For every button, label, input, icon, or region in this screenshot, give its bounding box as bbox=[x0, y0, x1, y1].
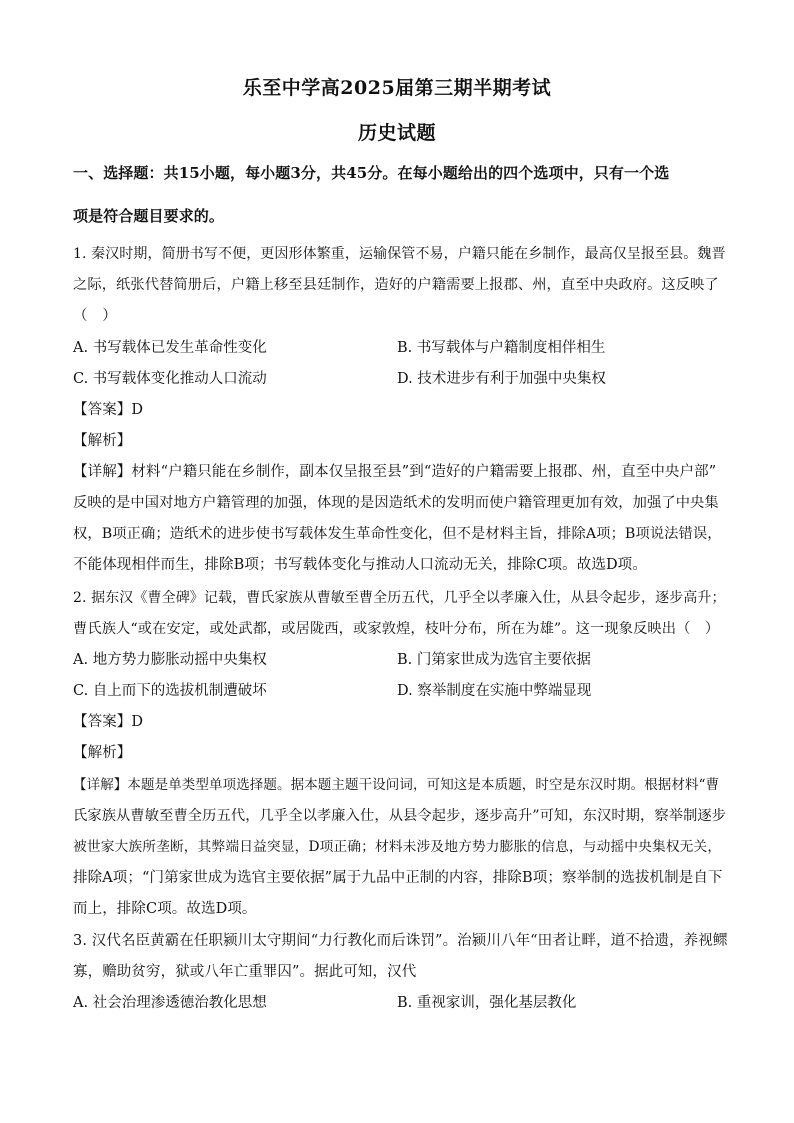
q1-stem-line: （ ） bbox=[73, 308, 117, 324]
q2-option-c: C. 自上而下的选拔机制遭破坏 bbox=[73, 683, 267, 699]
q2-option-b: B. 门第家世成为选官主要依据 bbox=[397, 652, 591, 668]
q3-option-b: B. 重视家训，强化基层教化 bbox=[397, 995, 577, 1011]
q1-detail-line: 权，B项正确；造纸术的进步使书写载体发生革命性变化，但不是材料主旨，排除A项；B项说法错误， bbox=[73, 526, 722, 542]
q2-detail-line: 【详解】本题是单类型单项选择题。据本题主题干设问词，可知这是本质题，时空是东汉时期。根据材料“曹 bbox=[73, 777, 720, 793]
q2-option-a: A. 地方势力膨胀动摇中央集权 bbox=[73, 652, 267, 668]
q2-detail-line: 排除A项；“门第家世成为选官主要依据”属于九品中正制的内容，排除B项；察举制的选拔机制是自下 bbox=[73, 870, 723, 886]
q2-detail-line: 而上，排除C项。故选D项。 bbox=[73, 901, 257, 917]
q1-detail-line: 【详解】材料“户籍只能在乡制作，副本仅呈报至县”到“造好的户籍需要上报郡、州，直至中央户部” bbox=[73, 464, 717, 480]
section-heading-line-2: 项是符合题目要求的。 bbox=[73, 207, 225, 225]
section-heading-line-1: 一、选择题：共15小题，每小题3分，共45分。在每小题给出的四个选项中，只有一个选 bbox=[73, 164, 670, 182]
q2-analysis-label: 【解析】 bbox=[73, 745, 132, 761]
q2-option-d: D. 察举制度在实施中弊端显现 bbox=[397, 683, 592, 699]
q3-stem-line: 寡，赡助贫穷，狱或八年亡重罪囚”。据此可知，汉代 bbox=[73, 964, 417, 980]
q1-option-d: D. 技术进步有利于加强中央集权 bbox=[397, 371, 606, 387]
q3-option-a: A. 社会治理渗透德治教化思想 bbox=[73, 995, 267, 1011]
q2-detail-line: 氏家族从曹敏至曹全历五代，几乎全以孝廉入仕，从县令起步，逐步高升”可知，东汉时期，察举制逐步 bbox=[73, 808, 727, 824]
q2-detail-line: 被世家大族所垄断，其弊端日益突显，D项正确；材料未涉及地方势力膨胀的信息，与动摇中央集权无关， bbox=[73, 839, 722, 855]
q1-option-a: A. 书写载体已发生革命性变化 bbox=[73, 340, 267, 356]
q1-stem-line: 之际，纸张代替简册后，户籍上移至县廷制作，造好的户籍需要上报郡、州，直至中央政府。这反映了 bbox=[73, 277, 719, 293]
q1-stem-line: 1. 秦汉时期，简册书写不便，更因形体繁重，运输保管不易，户籍只能在乡制作，最高仅呈报至县。魏晋 bbox=[73, 246, 726, 262]
q1-option-c: C. 书写载体变化推动人口流动 bbox=[73, 371, 267, 387]
q1-detail-line: 反映的是中国对地方户籍管理的加强，体现的是因造纸术的发明而使户籍管理更加有效，加强了中央集 bbox=[73, 495, 719, 511]
q2-answer: 【答案】D bbox=[73, 714, 144, 730]
q2-stem-line: 曹氏族人“或在安定，或处武都，或居陇西，或家敦煌，枝叶分布，所在为雄”。这一现象反映出（ ） bbox=[73, 621, 720, 637]
q1-answer: 【答案】D bbox=[73, 402, 144, 418]
q1-option-b: B. 书写载体与户籍制度相伴相生 bbox=[397, 340, 606, 356]
q1-detail-line: 不能体现相伴而生，排除B项；书写载体变化与推动人口流动无关，排除C项。故选D项。 bbox=[73, 557, 647, 573]
q3-stem-line: 3. 汉代名臣黄霸在任职颍川太守期间“力行教化而后诛罚”。治颍川八年“田者让畔，道不拾遗，养视鳏 bbox=[73, 933, 728, 949]
exam-title: 乐至中学高2025届第三期半期考试 bbox=[242, 77, 552, 99]
q2-stem-line: 2. 据东汉《曹全碑》记载，曹氏家族从曹敏至曹全历五代，几乎全以孝廉入仕，从县令起步，逐步高升； bbox=[73, 590, 726, 606]
exam-subtitle: 历史试题 bbox=[357, 122, 436, 144]
q1-analysis-label: 【解析】 bbox=[73, 433, 132, 449]
